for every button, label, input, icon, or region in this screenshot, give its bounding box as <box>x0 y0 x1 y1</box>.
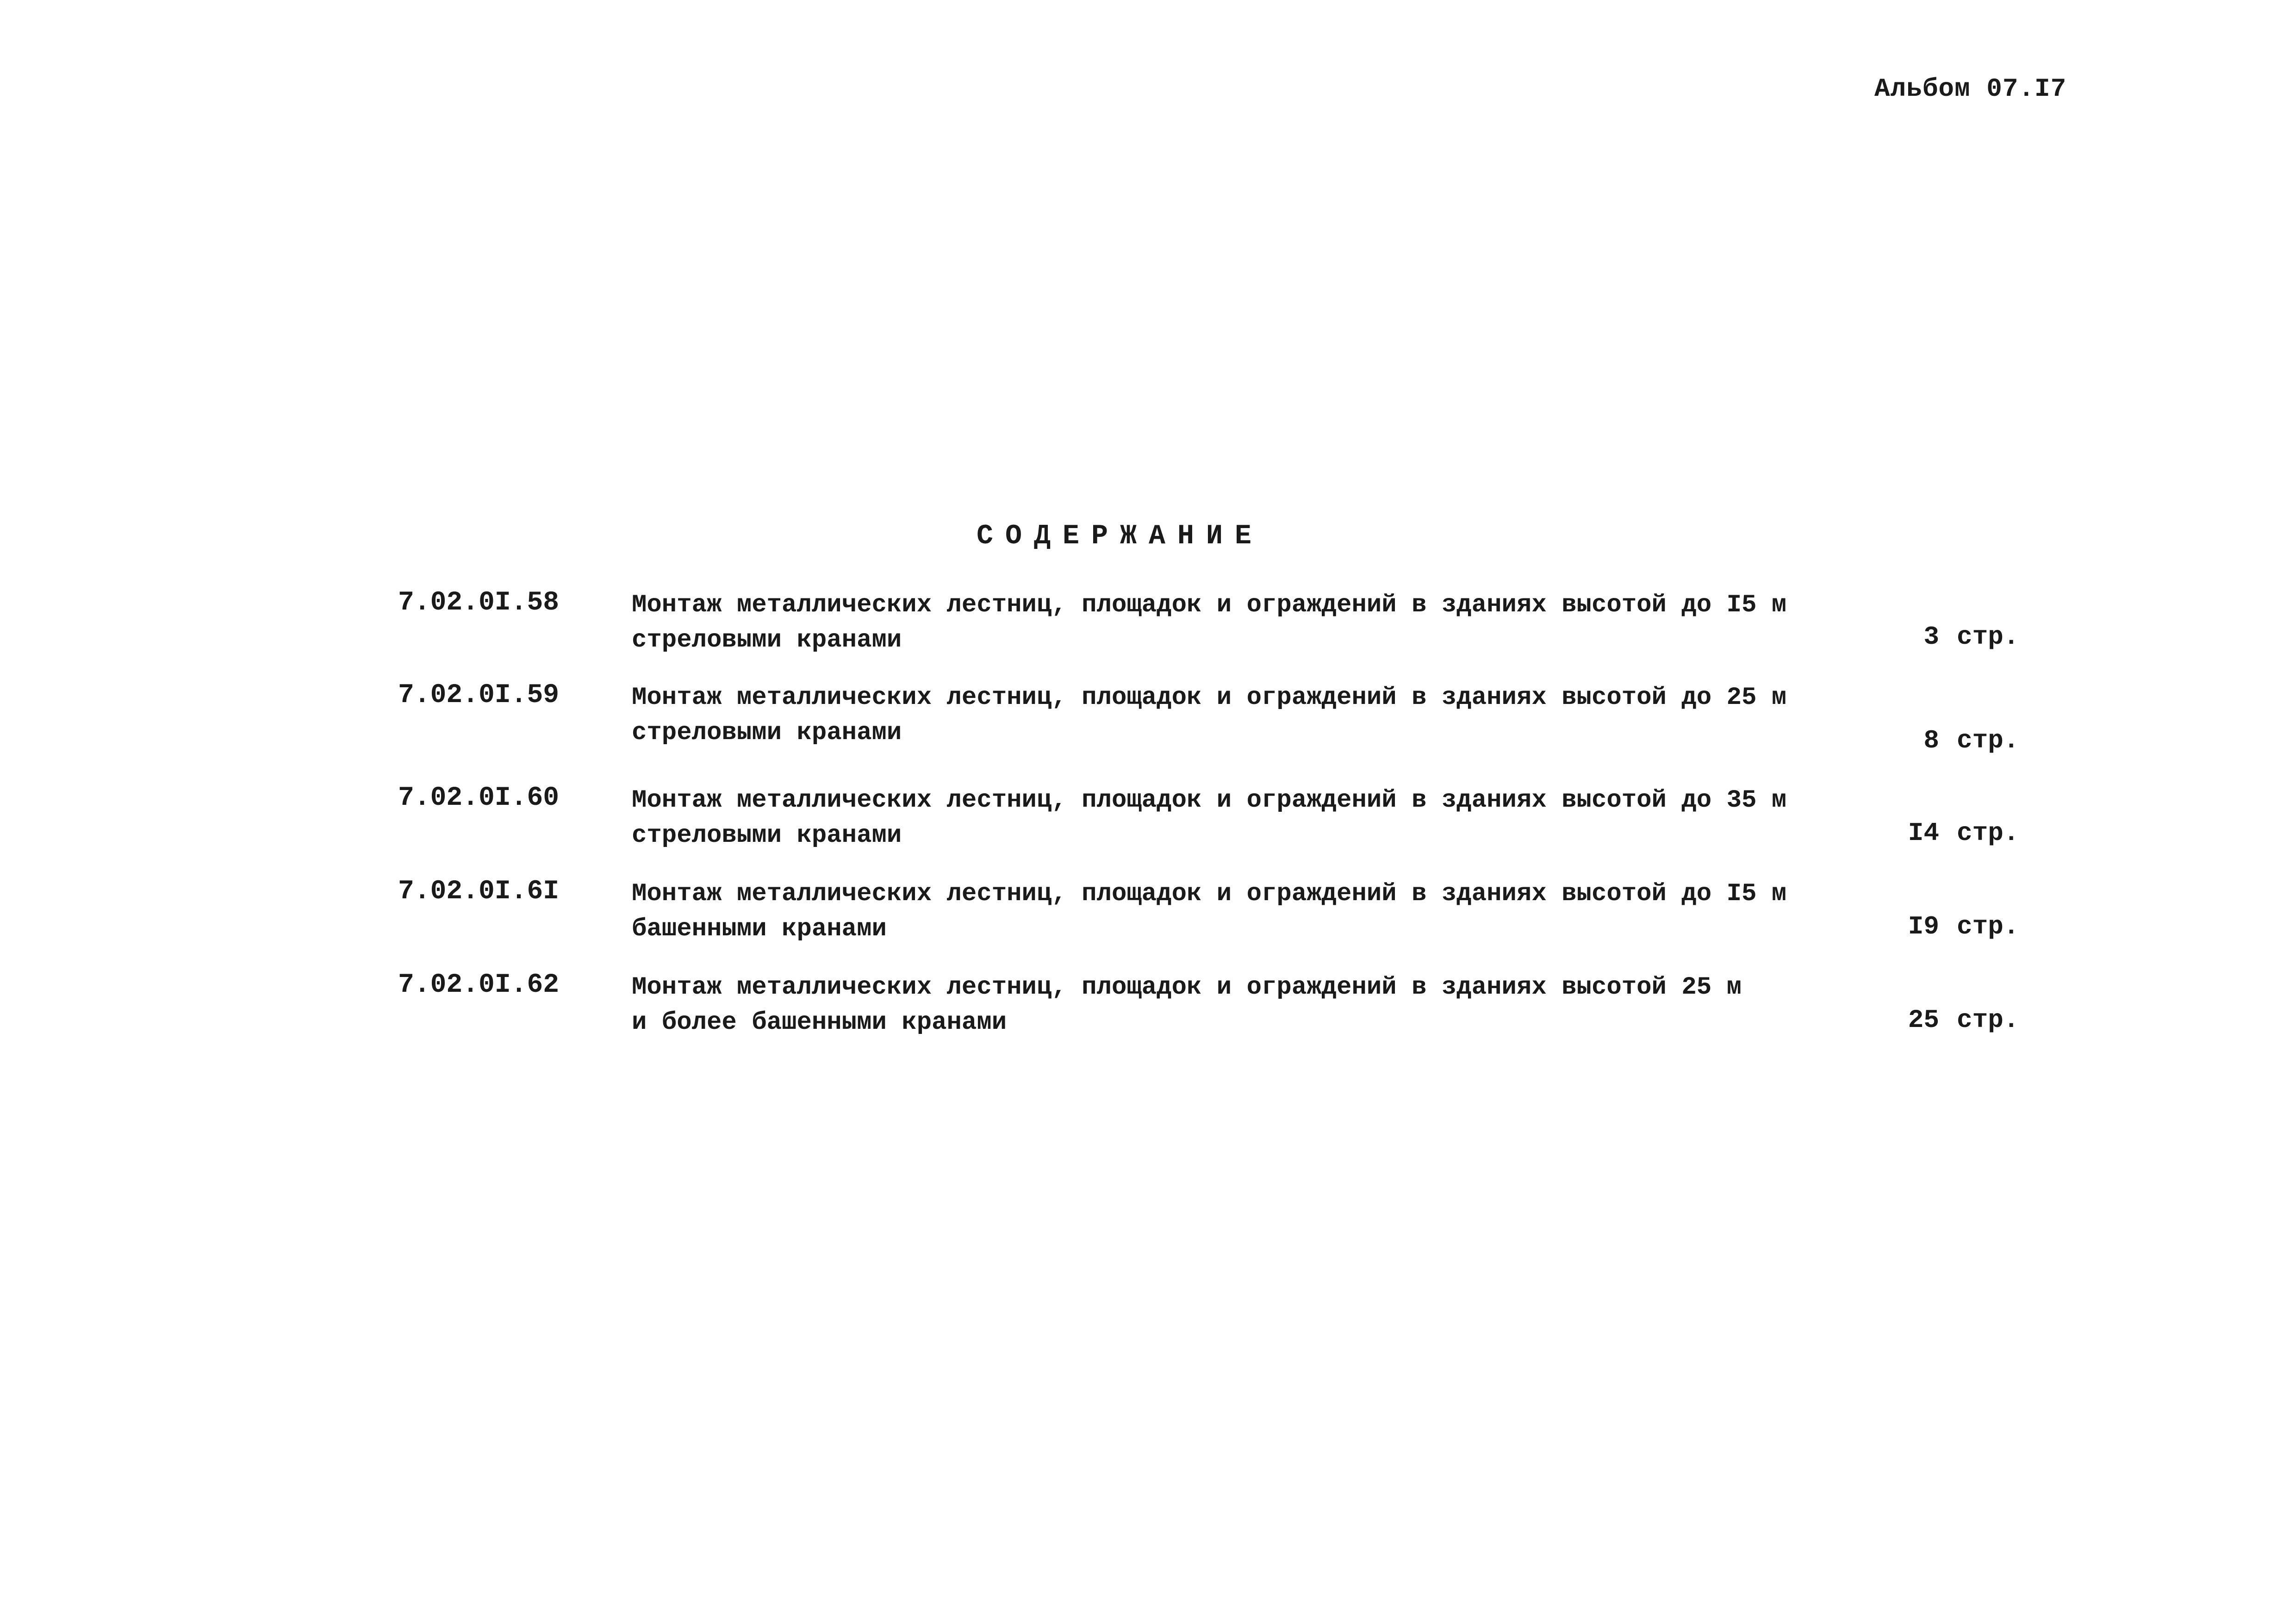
toc-page-number: I9 <box>1908 912 1939 941</box>
toc-page-number: 8 <box>1923 726 1939 755</box>
toc-code: 7.02.0I.62 <box>398 970 560 1000</box>
toc-code: 7.02.0I.59 <box>398 680 560 710</box>
toc-entry <box>398 970 2046 1044</box>
toc-code: 7.02.0I.58 <box>398 588 560 618</box>
toc-page-ref <box>1879 818 2046 848</box>
album-number: Альбом 07.I7 <box>1874 74 2067 104</box>
toc-code: 7.02.0I.6I <box>398 877 560 907</box>
toc-page-ref <box>1879 726 2046 755</box>
toc-description-line: стреловыми кранами <box>632 626 902 654</box>
toc-entry <box>398 783 2046 857</box>
toc-entry <box>398 680 2046 764</box>
toc-entry <box>398 877 2046 951</box>
toc-page-unit: стр. <box>1957 818 2019 848</box>
toc-description <box>632 680 1787 751</box>
toc-page-unit: стр. <box>1957 622 2019 652</box>
toc-description-line: Монтаж металлических лестниц, площадок и ограждений в зданиях высотой до 25 м <box>632 684 1787 712</box>
toc-description-line: Монтаж металлических лестниц, площадок и ограждений в зданиях высотой до 35 м <box>632 786 1787 815</box>
toc-page-unit: стр. <box>1957 726 2019 755</box>
toc-description-line: стреловыми кранами <box>632 821 902 850</box>
toc-description <box>632 783 1787 853</box>
toc-page-number: I4 <box>1908 818 1939 848</box>
page-title: СОДЕРЖАНИЕ <box>977 521 1264 552</box>
toc-description-line: и более башенными кранами <box>632 1008 1007 1037</box>
toc-entry <box>398 588 2046 662</box>
toc-description <box>632 877 1787 947</box>
toc-description <box>632 970 1766 1040</box>
toc-description-line: башенными кранами <box>632 915 887 943</box>
toc-description-line: Монтаж металлических лестниц, площадок и ограждений в зданиях высотой 25 м <box>632 973 1742 1002</box>
toc-code: 7.02.0I.60 <box>398 783 560 813</box>
toc-page-number: 3 <box>1923 622 1939 652</box>
toc-page-ref <box>1879 912 2046 941</box>
toc-page-ref <box>1879 1005 2046 1035</box>
toc-page-unit: стр. <box>1957 912 2019 941</box>
toc-page-unit: стр. <box>1957 1005 2019 1035</box>
toc-description-line: Монтаж металлических лестниц, площадок и ограждений в зданиях высотой до I5 м <box>632 591 1787 619</box>
toc-description <box>632 588 1787 658</box>
toc-page-ref <box>1879 622 2046 652</box>
toc-description-line: Монтаж металлических лестниц, площадок и ограждений в зданиях высотой до I5 м <box>632 880 1787 908</box>
toc-description-line: стреловыми кранами <box>632 719 902 747</box>
toc-page-number: 25 <box>1908 1005 1939 1035</box>
